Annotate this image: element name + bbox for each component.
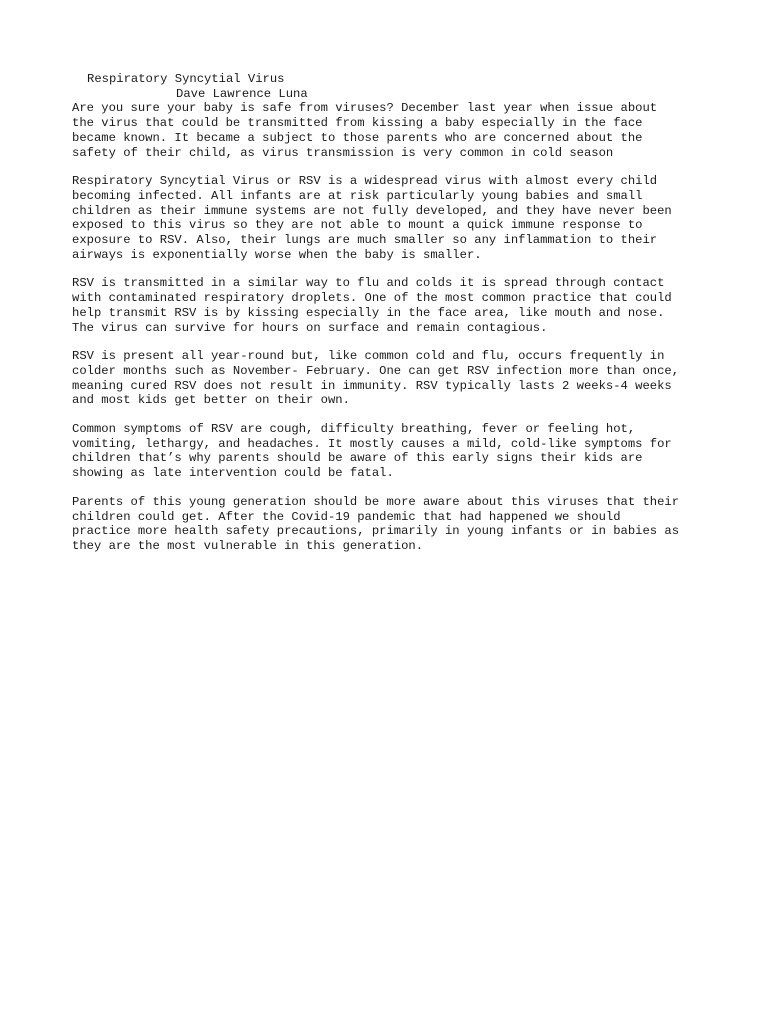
paragraph-seasonality: RSV is present all year-round but, like common cold and flu, occurs frequently in colder months such as November- February. One can get RSV infection more than once, meaning cured RSV does not result in immunity. RSV typically lasts 2 weeks-4 weeks and most kids get better on their own.: [72, 349, 680, 408]
document-page: [72, 72, 712, 568]
document-author: Dave Lawrence Luna: [176, 86, 308, 101]
document-title: Respiratory Syncytial Virus: [87, 72, 285, 86]
paragraph-transmission: RSV is transmitted in a similar way to flu and colds it is spread through contact with contaminated respiratory droplets. One of the most common practice that could help transmit RSV is by kissing especially in the face area, like mouth and nose. The virus can survive for hours on surface and remain contagious.: [72, 276, 672, 335]
paragraph-intro: Are you sure your baby is safe from viruses? December last year when issue about the virus that could be transmitted from kissing a baby especially in the face became known. It became a subject to those parents who are concerned about the safety of their child, as virus transmission is very common in cold season: [72, 101, 658, 160]
paragraph-conclusion: Parents of this young generation should be more aware about this viruses that their children could get. After the Covid-19 pandemic that had happened we should practice more health safety precautions, primarily in young infants or in babies as they are the most vulnerable in this generation.: [72, 494, 680, 553]
paragraph-what-is-rsv: Respiratory Syncytial Virus or RSV is a widespread virus with almost every child becoming infected. All infants are at risk particularly young babies and small children as their immune systems are not fully developed, and they have never been exposed to this virus so they are not able to mount a quick immune response to exposure to RSV. Also, their lungs are much smaller so any inflammation to their airways is exponentially worse when the baby is smaller.: [72, 174, 672, 262]
paragraph-symptoms: Common symptoms of RSV are cough, difficulty breathing, fever or feeling hot, vomiting, lethargy, and headaches. It mostly causes a mild, cold-like symptoms for children that’s why parents should be aware of this early signs their kids are showing as late intervention could be fatal.: [72, 422, 672, 481]
